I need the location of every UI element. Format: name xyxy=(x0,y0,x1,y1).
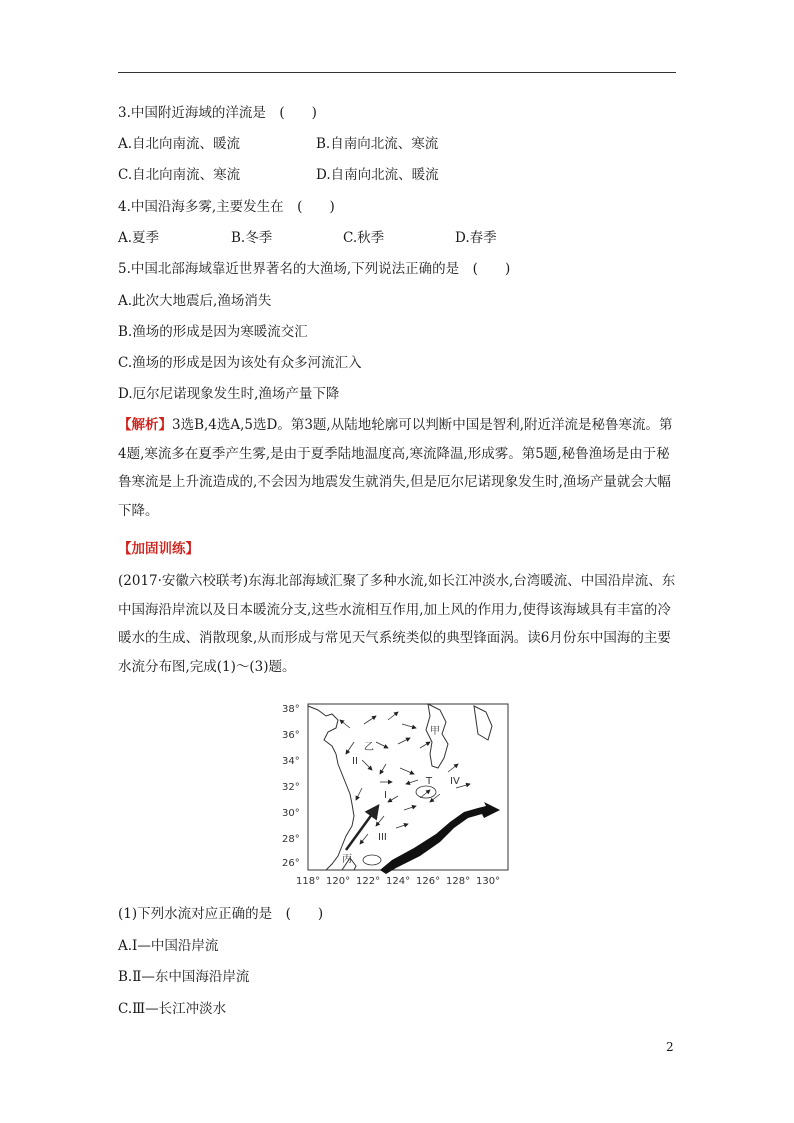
eddy-ellipse-south xyxy=(363,855,381,865)
lat-label: 26° xyxy=(282,858,300,869)
lon-label: 118° xyxy=(296,876,321,887)
subquestion-1-stem: (1)下列水流对应正确的是 ( ) xyxy=(118,906,324,922)
mainland-coastline xyxy=(308,706,354,870)
question-5-stem: 5.中国北部海域靠近世界著名的大渔场,下列说法正确的是 ( ) xyxy=(118,261,511,277)
subquestion-1-option-a: A.Ⅰ—中国沿岸流 xyxy=(118,938,219,954)
question-3-stem: 3.中国附近海域的洋流是 ( ) xyxy=(118,105,317,121)
label-point-t: T xyxy=(426,776,433,787)
label-current-iii: III xyxy=(378,832,387,843)
label-jia: 甲 xyxy=(430,726,440,737)
training-tag: 【加固训练】 xyxy=(118,541,199,557)
question-5-option-b: B.渔场的形成是因为寒暖流交汇 xyxy=(118,324,308,340)
lon-label: 124° xyxy=(386,876,411,887)
label-bing: 丙 xyxy=(342,854,352,865)
question-5-option-d: D.厄尔尼诺现象发生时,渔场产量下降 xyxy=(118,386,340,402)
lat-label: 34° xyxy=(282,756,300,767)
lat-label: 30° xyxy=(282,808,300,819)
subquestion-1-option-c: C.Ⅲ—长江冲淡水 xyxy=(118,1001,227,1017)
label-current-iv: IV xyxy=(450,776,460,787)
eddy-ellipse-t xyxy=(416,786,436,798)
lon-label: 122° xyxy=(356,876,381,887)
analysis-text: 3选B,4选A,5选D。第3题,从陆地轮廓可以判断中国是智利,附近洋流是秘鲁寒流。第4题,寒流多在夏季产生雾,是由于夏季陆地温度高,寒流降温,形成雾。第5题,秘鲁渔场是由于秘鲁寒流是上升流造成的,不会因为地震发生就消失,但是厄尔尼诺现象发生时,渔场产量就会大幅下降。 xyxy=(118,417,673,519)
analysis-tag: 【解析】 xyxy=(118,417,172,433)
header-rule xyxy=(118,72,676,73)
east-china-sea-current-map xyxy=(280,698,516,890)
analysis-paragraph xyxy=(118,411,678,525)
label-yi: 乙 xyxy=(364,742,374,753)
lon-label: 120° xyxy=(326,876,351,887)
question-4-option-c: C.秋季 xyxy=(343,230,385,246)
question-3-option-b: B.自南向北流、寒流 xyxy=(316,136,439,152)
lat-label: 28° xyxy=(282,834,300,845)
lon-label: 126° xyxy=(416,876,441,887)
question-5-option-a: A.此次大地震后,渔场消失 xyxy=(118,293,272,309)
question-3-option-c: C.自北向南流、寒流 xyxy=(118,167,241,183)
training-paragraph: (2017·安徽六校联考)东海北部海域汇聚了多种水流,如长江冲淡水,台湾暖流、中国沿岸流、东中国海沿岸流以及日本暖流分支,这些水流相互作用,加上风的作用力,使得该海域具有丰富的冷暖水的生成、消散现象,从而形成与常见天气系统类似的典型锋面涡。读6月份东中国海的主要水流分布图,完成(1)～(3)题。 xyxy=(118,573,676,675)
question-4-option-d: D.春季 xyxy=(455,230,497,246)
warm-current-arrow xyxy=(380,802,500,874)
lat-label: 36° xyxy=(282,730,300,741)
lat-label: 32° xyxy=(282,782,300,793)
lon-label: 130° xyxy=(476,876,501,887)
label-current-i: I xyxy=(384,790,387,801)
subquestion-1-option-b: B.Ⅱ—东中国海沿岸流 xyxy=(118,969,250,985)
question-3-option-d: D.自南向北流、暖流 xyxy=(316,167,439,183)
japan-island xyxy=(474,706,492,740)
question-3-option-a: A.自北向南流、暖流 xyxy=(118,136,241,152)
lon-label: 128° xyxy=(446,876,471,887)
lat-label: 38° xyxy=(282,704,300,715)
question-5-option-c: C.渔场的形成是因为该处有众多河流汇入 xyxy=(118,355,362,371)
question-4-option-b: B.冬季 xyxy=(231,230,273,246)
label-current-ii: II xyxy=(352,756,358,767)
question-4-stem: 4.中国沿海多雾,主要发生在 ( ) xyxy=(118,199,335,215)
page-number: 2 xyxy=(666,1040,674,1054)
question-4-option-a: A.夏季 xyxy=(118,230,160,246)
